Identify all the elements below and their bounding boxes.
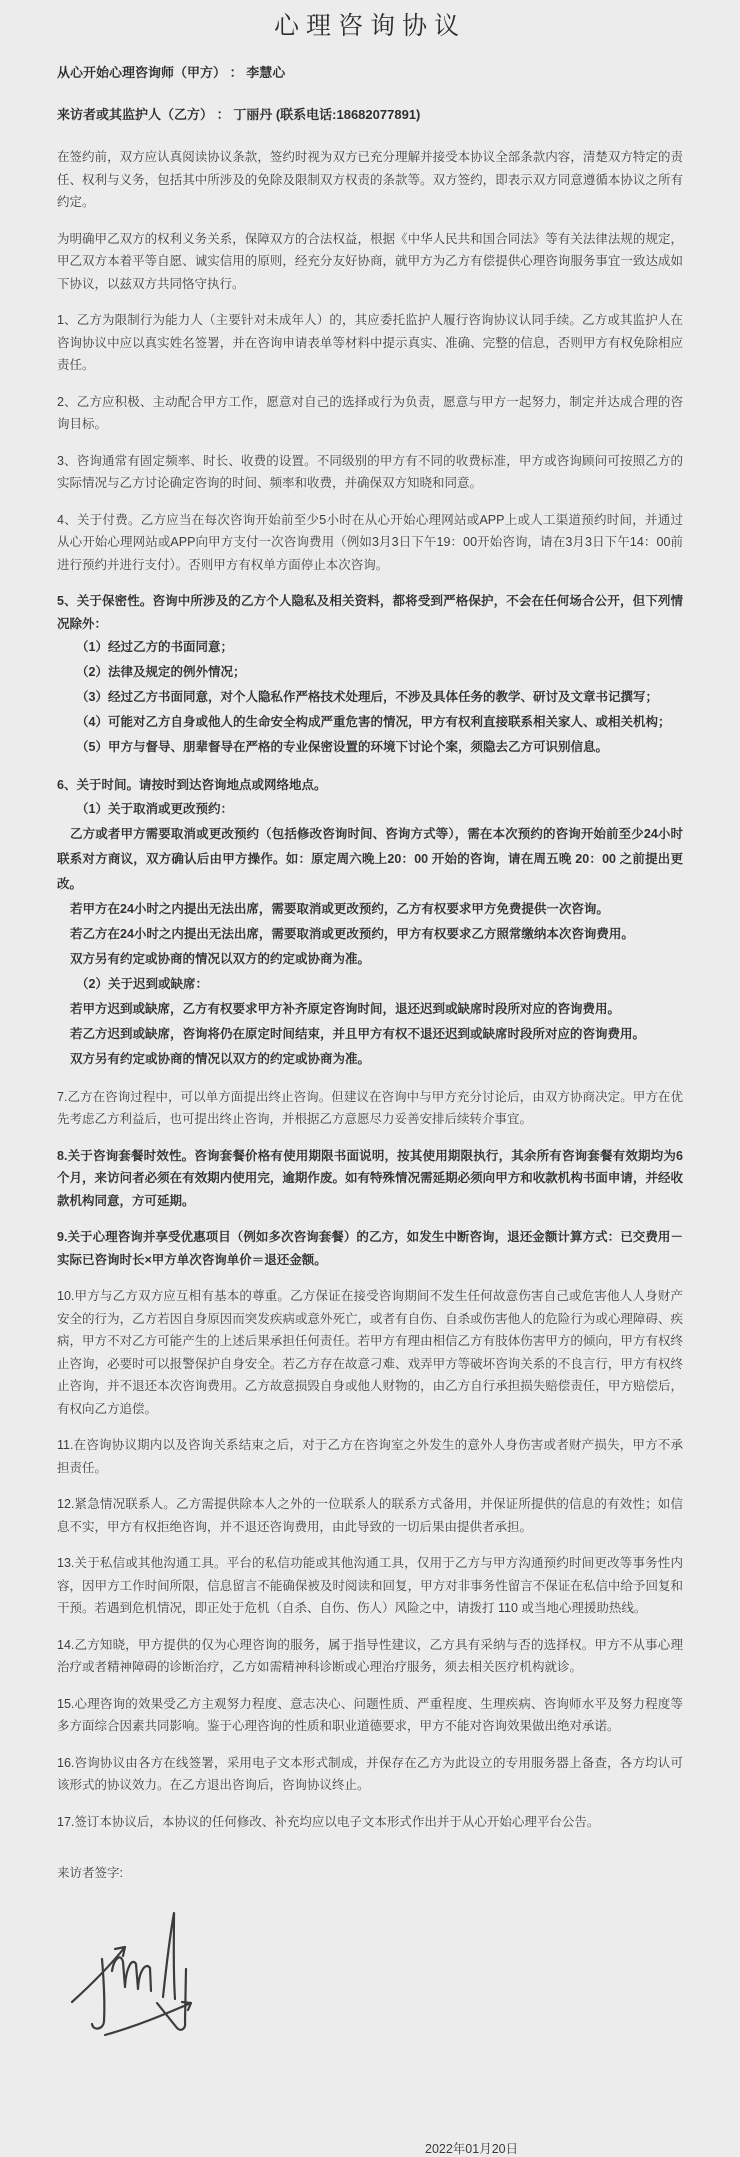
signature-stroke	[72, 1947, 125, 2002]
clause-3: 3、咨询通常有固定频率、时长、收费的设置。不同级别的甲方有不同的收费标准，甲方或咨询顾问可按照乙方的实际情况与乙方讨论确定咨询的时间、频率和收费，并确保双方知晓和同意。	[57, 453, 683, 490]
clause-15: 15.心理咨询的效果受乙方主观努力程度、意志决心、问题性质、严重程度、生理疾病、咨询师水平及努力程度等多方面综合因素共同影响。鉴于心理咨询的性质和职业道德要求，甲方不能对咨询效果做出绝对承诺。	[57, 1696, 683, 1733]
clause-8: 8.关于咨询套餐时效性。咨询套餐价格有使用期限书面说明，按其使用期限执行，其余所有咨询套餐有效期均为6个月，来访问者必须在有效期内使用完，逾期作废。如有特殊情况需延期必须向甲方和收款机构书面申请，并经收款机构同意，方可延期。	[57, 1148, 683, 1208]
clause-6-sub2-line-1: 若甲方迟到或缺席，乙方有权要求甲方补齐原定咨询时间，退还迟到或缺席时段所对应的咨询费用。	[70, 1001, 621, 1016]
clause-6-lead: 6、关于时间。请按时到达咨询地点或网络地点。	[57, 778, 327, 792]
intro-paragraph-1: 在签约前，双方应认真阅读协议条款，签约时视为双方已充分理解并接受本协议全部条款内容，清楚双方特定的责任、权利与义务，包括其中所涉及的免除及限制双方权责的条款等。双方签约，即表示双方同意遵循本协议之所有约定。	[57, 150, 683, 209]
clause-9: 9.关于心理咨询并享受优惠项目（例如多次咨询套餐）的乙方，如发生中断咨询，退还金额计算方式：已交费用－实际已咨询时长×甲方单次咨询单价＝退还金额。	[57, 1230, 683, 1267]
clause-13: 13.关于私信或其他沟通工具。平台的私信功能或其他沟通工具，仅用于乙方与甲方沟通预约时间更改等事务性内容，因甲方工作时间所限，信息留言不能确保被及时阅读和回复，甲方对非事务性留言不保证在私信中给予回复和干预。若遇到危机情况，即正处于危机（自杀、自伤、伤人）风险之中，请拨打 110 或当地心理援助热线。	[57, 1556, 683, 1615]
clause-6-sub2-line-2: 若乙方迟到或缺席，咨询将仍在原定时间结束，并且甲方有权不退还迟到或缺席时段所对应的咨询费用。	[70, 1026, 646, 1041]
clause-12: 12.紧急情况联系人。乙方需提供除本人之外的一位联系人的联系方式备用，并保证所提供的信息的有效性；如信息不实，甲方有权拒绝咨询，并不退还咨询费用，由此导致的一切后果由提供者承担。	[57, 1497, 683, 1534]
clause-6-sub2-line-3: 双方另有约定或协商的情况以双方的约定或协商为准。	[70, 1051, 371, 1066]
clause-2: 2、乙方应积极、主动配合甲方工作，愿意对自己的选择或行为负责，愿意与甲方一起努力，制定并达成合理的咨询目标。	[57, 394, 683, 431]
clause-6-sub1-title: （1）关于取消或更改预约：	[76, 801, 233, 816]
intro-paragraph-2: 为明确甲乙双方的权利义务关系，保障双方的合法权益，根据《中华人民共和国合同法》等有关法律法规的规定，甲乙双方本着平等自愿、诚实信用的原则，经充分友好协商，就甲方为乙方有偿提供心理咨询服务事宜一致达成如下协议，以兹双方共同恪守执行。	[57, 231, 683, 291]
clause-7: 7.乙方在咨询过程中，可以单方面提出终止咨询。但建议在咨询中与甲方充分讨论后，由双方协商决定。甲方在优先考虑乙方利益后，也可提出终止咨询，并根据乙方意愿尽力妥善安排后续转介事宜。	[57, 1089, 683, 1126]
clause-5-item-1: （1）经过乙方的书面同意；	[76, 640, 233, 654]
clause-11: 11.在咨询协议期内以及咨询关系结束之后，对于乙方在咨询室之外发生的意外人身伤害或者财产损失，甲方不承担责任。	[57, 1438, 683, 1475]
signature-stroke	[112, 1957, 151, 1991]
signature-date: 2022年01月20日	[425, 2142, 519, 2156]
clause-5-item-3: （3）经过乙方书面同意，对个人隐私作严格技术处理后，不涉及具体任务的教学、研讨及文章书记撰写；	[76, 690, 658, 704]
clause-6-sub1-line-1: 乙方或者甲方需要取消或更改预约（包括修改咨询时间、咨询方式等），需在本次预约的咨询开始前至少24小时联系对方商议，双方确认后由甲方操作。如：原定周六晚上20：00 开始的咨询，请在周五晚 20：00 之前提出更改。	[57, 826, 683, 891]
clause-5	[57, 590, 683, 760]
visitor-signature-label: 来访者签字:	[57, 1866, 123, 1880]
clause-6-sub2-title: （2）关于迟到或缺席：	[76, 976, 208, 991]
clause-1: 1、乙方为限制行为能力人（主要针对未成年人）的，其应委托监护人履行咨询协议认同手续。乙方或其监护人在咨询协议中应以真实姓名签署，并在咨询申请表单等材料中提示真实、准确、完整的信息，否则甲方有权免除相应责任。	[57, 313, 683, 372]
clause-6-sub1-line-2: 若甲方在24小时之内提出无法出席，需要取消或更改预约，乙方有权要求甲方免费提供一次咨询。	[70, 901, 609, 916]
clause-6-sub1-line-3: 若乙方在24小时之内提出无法出席，需要取消或更改预约，甲方有权要求乙方照常缴纳本次咨询费用。	[70, 926, 634, 941]
page-title: 心理咨询协议	[273, 12, 466, 40]
clause-16: 16.咨询协议由各方在线签署，采用电子文本形式制成，并保存在乙方为此设立的专用服务器上备查，各方均认可该形式的协议效力。在乙方退出咨询后，咨询协议终止。	[57, 1755, 683, 1792]
signature-stroke	[163, 1913, 175, 1999]
party-b-line: 来访者或其监护人（乙方） ： 丁丽丹 (联系电话:18682077891)	[57, 107, 421, 122]
clause-5-item-5: （5）甲方与督导、朋辈督导在严格的专业保密设置的环境下讨论个案，须隐去乙方可识别信息。	[76, 740, 608, 754]
clause-5-lead: 5、关于保密性。咨询中所涉及的乙方个人隐私及相关资料，都将受到严格保护，不会在任何场合公开，但下列情况除外：	[57, 594, 683, 631]
clause-5-item-2: （2）法律及规定的例外情况；	[76, 665, 246, 679]
clause-6	[57, 774, 683, 1072]
clause-5-item-4: （4）可能对乙方自身或他人的生命安全构成严重危害的情况，甲方有权利直接联系相关家人、或相关机构；	[76, 715, 671, 729]
party-a-line: 从心开始心理咨询师（甲方） ： 李慧心	[57, 65, 286, 80]
signature-stroke	[157, 1969, 186, 2030]
clause-6-sub1-line-4: 双方另有约定或协商的情况以双方的约定或协商为准。	[70, 951, 371, 966]
visitor-signature-image	[67, 1907, 219, 2047]
clause-14: 14.乙方知晓，甲方提供的仅为心理咨询的服务，属于指导性建议，乙方具有采纳与否的选择权。甲方不从事心理治疗或者精神障碍的诊断治疗，乙方如需精神科诊断或心理治疗服务，须去相关医疗机构就诊。	[57, 1637, 683, 1674]
clause-4: 4、关于付费。乙方应当在每次咨询开始前至少5小时在从心开始心理网站或APP上或人工渠道预约时间，并通过从心开始心理网站或APP向甲方支付一次咨询费用（例如3月3日下午19：00开始咨询，请在3月3日下午14：00前进行预约并进行支付）。否则甲方有权单方面停止本次咨询。	[57, 512, 683, 572]
clause-10: 10.甲方与乙方双方应互相有基本的尊重。乙方保证在接受咨询期间不发生任何故意伤害自己或危害他人人身财产安全的行为，乙方若因自身原因而突发疾病或意外死亡，或者有自伤、自杀或伤害他人的危险行为或心理障碍、疾病，甲方不对乙方可能产生的上述后果承担任何责任。若甲方有理由相信乙方有肢体伤害甲方的倾向，甲方有权终止咨询，必要时可以报警保护自身安全。若乙方存在故意刁难、戏弄甲方等破坏咨询关系的不良言行，甲方有权终止咨询，并不退还本次咨询费用。乙方故意损毁自身或他人财物的，由乙方自行承担损失赔偿责任，甲方赔偿后，有权向乙方追偿。	[57, 1289, 683, 1416]
signature-stroke	[92, 1959, 104, 2029]
clause-17: 17.签订本协议后，本协议的任何修改、补充均应以电子文本形式作出并于从心开始心理平台公告。	[57, 1814, 600, 1829]
